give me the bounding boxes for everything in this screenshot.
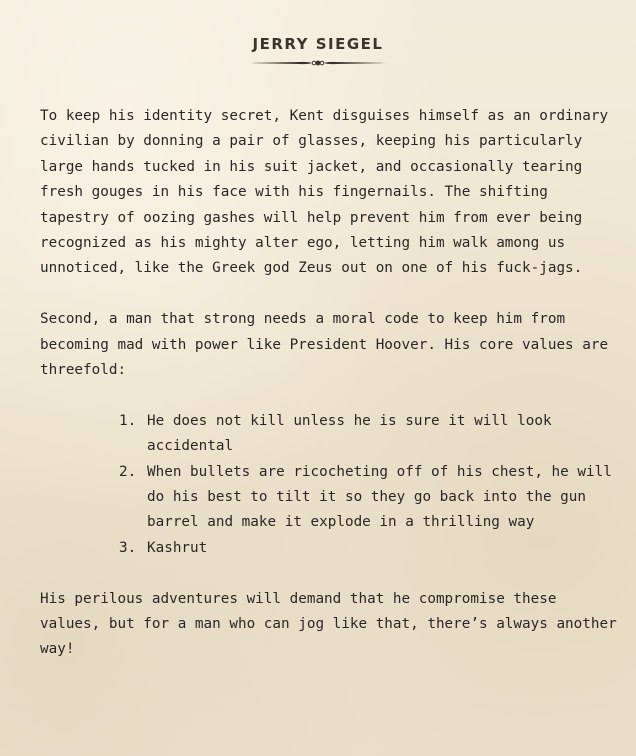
list-item-number: 3.	[119, 539, 137, 556]
paragraph-conclusion: His perilous adventures will demand that he compromise these values, but for a man who can jog like that, there’s always another way!	[40, 590, 617, 658]
ornamental-divider-icon	[248, 58, 388, 68]
paragraph-identity: To keep his identity secret, Kent disguises himself as an ordinary civilian by donning a pair of glasses, keeping his particularly large hands tucked in his suit jacket, and occasionally tearing fresh gouges in his face with his fingernails. The shifting tapestry of oozing gashes will help prevent him from ever being recognized as his mighty alter ego, letting him walk among us unnoticed, like the Greek god Zeus out on one of his fuck-jags.	[40, 108, 609, 277]
author-name: JERRY SIEGEL	[252, 35, 384, 53]
article-body	[40, 104, 620, 688]
list-item-text: Kashrut	[147, 539, 208, 556]
list-item	[119, 460, 620, 536]
list-item-number: 2.	[119, 463, 137, 480]
list-item	[119, 409, 620, 460]
list-item-text: He does not kill unless he is sure it will look accidental	[147, 412, 552, 455]
list-item-text: When bullets are ricocheting off of his chest, he will do his best to tilt it so they go back into the gun barrel and make it explode in a thrilling way	[147, 463, 612, 531]
list-item	[119, 536, 620, 561]
list-item-number: 1.	[119, 412, 137, 429]
paragraph-moral-code: Second, a man that strong needs a moral code to keep him from becoming mad with power like President Hoover. His core values are threefold:	[40, 311, 609, 379]
core-values-list	[40, 409, 620, 561]
header	[0, 34, 636, 68]
